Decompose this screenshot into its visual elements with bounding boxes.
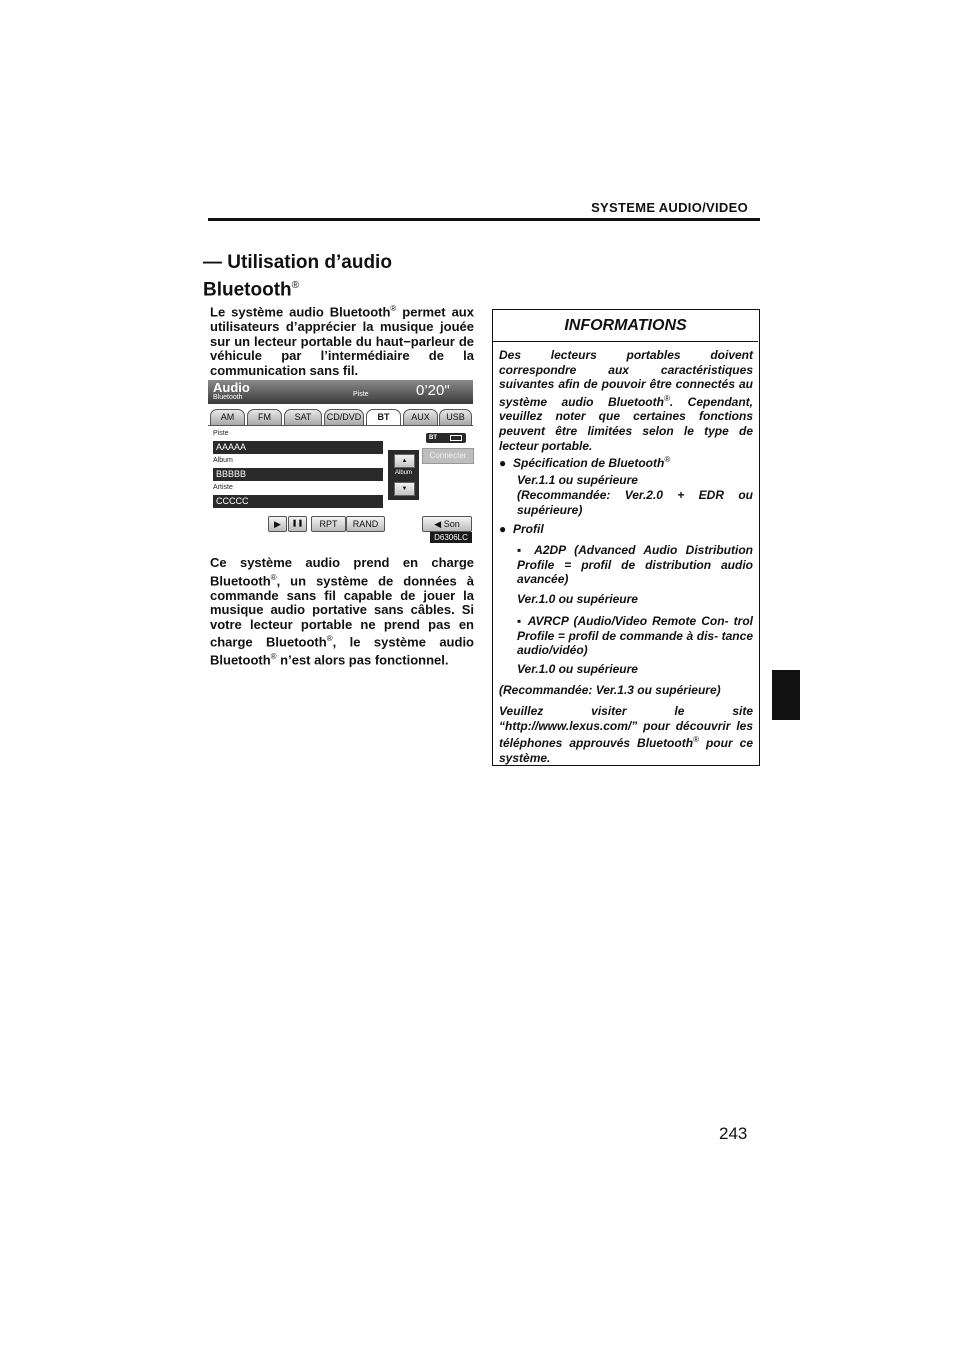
album-selector [388, 450, 419, 500]
speaker-icon: ◀ [434, 519, 444, 529]
avrcp-profile [499, 614, 753, 658]
header-rule [208, 218, 760, 221]
connect-button[interactable]: Connecter [422, 448, 474, 464]
spec-title: Spécification de Bluetooth [513, 456, 665, 470]
tab-cd-dvd[interactable]: CD/DVD [324, 409, 364, 426]
profile-title: Profil [513, 522, 544, 536]
registered-mark: ® [693, 735, 699, 745]
tab-usb[interactable]: USB [439, 409, 472, 426]
section-title-bluetooth: Bluetooth [203, 279, 292, 301]
bullet-icon: ● [499, 456, 507, 470]
spec-version: Ver.1.1 ou supérieure [517, 473, 638, 487]
bullet-icon: ● [499, 522, 507, 536]
tab-bt[interactable]: BT [366, 409, 401, 426]
track-field-value: AAAAA [213, 441, 383, 454]
information-box [492, 309, 760, 766]
image-code-label: D6306LC [430, 532, 472, 543]
info-intro-text-2: . Cependant, veuillez noter que certaines fonctions peuvent être limitées selon le type de lecteur portable. [499, 394, 753, 453]
intro-text-2: permet aux utilisateurs d’apprécier la musique jouée sur un lecteur portable du haut−parleur de véhicule par l’intermédiaire de la communication sans fil. [210, 304, 474, 378]
avrcp-text: AVRCP (Audio/Video Remote Con- trol Profile = profil de commande à dis- tance audio/vidéo) [517, 614, 754, 658]
sound-button-label: Son [443, 519, 460, 529]
bt-indicator-label: BT [429, 435, 437, 441]
a2dp-profile [499, 543, 753, 587]
random-button[interactable]: RAND [346, 516, 385, 532]
spec-recommended: (Recommandée: Ver.2.0 + EDR ou supérieure) [517, 488, 753, 517]
artist-field-label: Artiste [213, 484, 233, 491]
registered-mark: ® [270, 652, 277, 662]
registered-mark: ® [664, 455, 671, 464]
album-selector-label: Album [394, 470, 412, 476]
section-title-line2 [203, 274, 392, 301]
visit-text-2: pour ce système. [499, 736, 753, 765]
intro-text-1: Le système audio Bluetooth [210, 304, 391, 320]
avrcp-version: Ver.1.0 ou supérieure [517, 662, 638, 676]
album-down-button[interactable]: ▼ [394, 482, 415, 496]
tab-baseline [208, 425, 473, 426]
registered-mark: ® [291, 280, 300, 291]
tab-fm[interactable]: FM [247, 409, 282, 426]
track-field-label: Piste [213, 430, 229, 437]
repeat-button[interactable]: RPT [311, 516, 346, 532]
bt-status-indicator [426, 433, 466, 443]
compat-text-4: n’est alors pas fonctionnel. [276, 652, 449, 668]
information-box-title: INFORMATIONS [493, 310, 758, 342]
info-item-profile [499, 522, 753, 537]
screen-header-bar [208, 380, 473, 404]
album-field-label: Album [213, 457, 233, 464]
compat-text-1: Ce système audio prend en charge Bluetooth [210, 555, 474, 588]
section-title-line1: — Utilisation d’audio [203, 252, 392, 273]
sound-button[interactable] [422, 516, 472, 532]
source-tabs [210, 409, 472, 426]
sub-bullet-icon: ▪ [517, 614, 524, 628]
album-field-value: BBBBB [213, 468, 383, 481]
tab-am[interactable]: AM [210, 409, 245, 426]
info-intro-text-1: Des lecteurs portables doivent correspondre aux caractéristiques suivantes afin de pouvoir être connectés au système audio Bluetooth [499, 348, 753, 409]
a2dp-text: A2DP (Advanced Audio Distribution Profile = profil de distribution audio avancée) [517, 543, 753, 587]
pause-button[interactable]: ❚❚ [288, 516, 307, 532]
chapter-tab-marker [772, 670, 800, 720]
intro-paragraph [210, 302, 474, 378]
battery-icon [450, 435, 462, 441]
elapsed-time: 0’20" [416, 382, 450, 399]
visit-website-paragraph [499, 704, 753, 765]
a2dp-version: Ver.1.0 ou supérieure [517, 592, 638, 606]
screen-title: Audio [213, 380, 250, 395]
track-label: Piste [353, 391, 369, 398]
artist-field-value: CCCCC [213, 495, 383, 508]
audio-screen-figure [208, 380, 473, 545]
screen-subtitle: Bluetooth [213, 394, 243, 401]
running-head: SYSTEME AUDIO/VIDEO [591, 200, 748, 215]
registered-mark: ® [663, 393, 670, 403]
registered-mark: ® [326, 634, 333, 644]
compat-text-2: , un système de données à commande sans fil capable de jouer la musique audio portative sans câbles. Si votre lecteur portable ne prend pas en charge Bluetooth [210, 572, 474, 650]
tab-aux[interactable]: AUX [403, 409, 438, 426]
registered-mark: ® [270, 572, 277, 582]
registered-mark: ® [390, 304, 397, 313]
profile-recommended: (Recommandée: Ver.1.3 ou supérieure) [499, 683, 721, 697]
compatibility-paragraph [210, 556, 474, 668]
page-number: 243 [719, 1124, 748, 1143]
play-button[interactable]: ▶ [268, 516, 287, 532]
sub-bullet-icon: ▪ [517, 543, 527, 557]
info-intro-paragraph [499, 348, 753, 453]
visit-text-1: Veuillez visiter le site “http://www.lexus.com/” pour découvrir les téléphones approuvés Bluetooth [499, 704, 753, 751]
info-item-spec [499, 453, 753, 471]
album-up-button[interactable]: ▲ [394, 454, 415, 468]
tab-sat[interactable]: SAT [284, 409, 322, 426]
compat-text-3: , le système audio Bluetooth [210, 634, 474, 668]
section-title [203, 251, 392, 301]
